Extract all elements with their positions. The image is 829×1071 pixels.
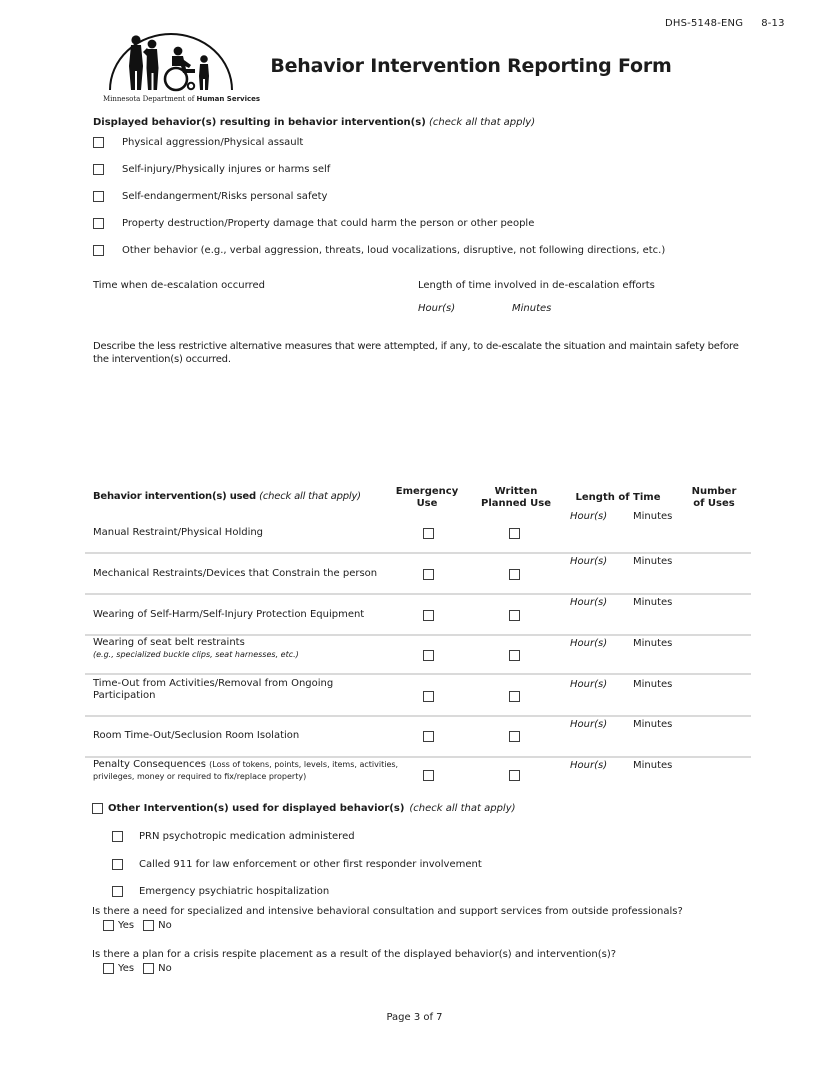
table-row-label-text: Wearing of seat belt restraints bbox=[93, 637, 245, 648]
other-intervention-row bbox=[112, 886, 329, 897]
table-heading-note: (check all that apply) bbox=[259, 491, 361, 502]
row-separator bbox=[85, 756, 751, 758]
behavior-row bbox=[93, 245, 665, 256]
other-interventions-heading-text: Other Intervention(s) used for displayed behavior(s) bbox=[108, 803, 405, 814]
other-intervention-row bbox=[112, 831, 355, 842]
row-hours-label: Hour(s) bbox=[570, 556, 608, 567]
yes-no-row bbox=[103, 963, 172, 974]
behaviors-heading bbox=[93, 117, 535, 128]
other-intervention-checkbox[interactable] bbox=[112, 831, 123, 842]
behaviors-heading-note: (check all that apply) bbox=[428, 117, 536, 128]
table-row-label-note: (e.g., specialized buckle clips, seat harnesses, etc.) bbox=[93, 650, 299, 659]
other-intervention-checkbox[interactable] bbox=[112, 886, 123, 897]
yes-label: Yes bbox=[118, 920, 135, 931]
table-row-label: Wearing of Self-Harm/Self-Injury Protection Equipment bbox=[93, 609, 365, 620]
row-hours-label: Hour(s) bbox=[570, 719, 608, 730]
row-separator bbox=[85, 552, 751, 554]
written-planned-use-checkbox[interactable] bbox=[509, 610, 520, 621]
row-separator bbox=[85, 634, 751, 636]
other-intervention-label: Emergency psychiatric hospitalization bbox=[139, 886, 330, 897]
behavior-row bbox=[93, 191, 327, 202]
row-minutes-label: Minutes bbox=[633, 556, 673, 567]
row-separator bbox=[85, 593, 751, 595]
other-intervention-checkbox[interactable] bbox=[112, 859, 123, 870]
behaviors-heading-text: Displayed behavior(s) resulting in behavior intervention(s) bbox=[93, 117, 426, 128]
page-number: Page 3 of 7 bbox=[386, 1012, 443, 1023]
behavior-label: Physical aggression/Physical assault bbox=[122, 137, 304, 148]
table-row-label: Room Time-Out/Seclusion Room Isolation bbox=[93, 730, 300, 741]
emergency-use-checkbox[interactable] bbox=[423, 610, 434, 621]
row-minutes-label: Minutes bbox=[633, 597, 673, 608]
no-checkbox[interactable] bbox=[143, 963, 154, 974]
emergency-use-checkbox[interactable] bbox=[423, 650, 434, 661]
logo-caption bbox=[103, 95, 261, 103]
written-planned-use-checkbox[interactable] bbox=[509, 528, 520, 539]
behavior-checkbox[interactable] bbox=[93, 245, 104, 256]
behavior-checkbox[interactable] bbox=[93, 191, 104, 202]
emergency-use-checkbox[interactable] bbox=[423, 691, 434, 702]
col-header-emergency-use: Emergency Use bbox=[395, 486, 459, 509]
behavior-checkbox[interactable] bbox=[93, 218, 104, 229]
no-checkbox[interactable] bbox=[143, 920, 154, 931]
row-separator bbox=[85, 673, 751, 675]
behavior-row bbox=[93, 137, 303, 148]
behavior-label: Self-endangerment/Risks personal safety bbox=[122, 191, 328, 202]
deescalation-minutes-label: Minutes bbox=[512, 303, 552, 314]
emergency-use-checkbox[interactable] bbox=[423, 569, 434, 580]
col-header-number-of-uses: Number of Uses bbox=[691, 486, 737, 509]
table-heading-text: Behavior intervention(s) used bbox=[93, 491, 256, 502]
table-row-label: Manual Restraint/Physical Holding bbox=[93, 527, 264, 538]
table-row-label bbox=[93, 759, 405, 783]
row-minutes-label: Minutes bbox=[633, 760, 673, 771]
row-minutes-label: Minutes bbox=[633, 719, 673, 730]
deescalation-length-label: Length of time involved in de-escalation efforts bbox=[418, 280, 655, 291]
written-planned-use-checkbox[interactable] bbox=[509, 569, 520, 580]
table-heading bbox=[93, 491, 393, 503]
behavior-row bbox=[93, 164, 330, 175]
question-text: Is there a plan for a crisis respite placement as a result of the displayed behavior(s) and intervention(s)? bbox=[92, 949, 617, 960]
other-intervention-row bbox=[112, 859, 482, 870]
table-row-label-text: Penalty Consequences bbox=[93, 759, 206, 770]
mdhs-logo bbox=[103, 28, 261, 103]
behavior-row bbox=[93, 218, 534, 229]
row-separator bbox=[85, 715, 751, 717]
table-row-label bbox=[93, 637, 433, 661]
page-title: Behavior Intervention Reporting Form bbox=[270, 55, 672, 77]
col-subheader-minutes: Minutes bbox=[633, 511, 673, 522]
yes-checkbox[interactable] bbox=[103, 920, 114, 931]
row-hours-label: Hour(s) bbox=[570, 638, 608, 649]
other-intervention-label: Called 911 for law enforcement or other first responder involvement bbox=[139, 859, 482, 870]
table-row-label-note: (Loss of tokens, points, levels, items, activities, privileges, money or required to fix/replace property) bbox=[93, 760, 399, 781]
emergency-use-checkbox[interactable] bbox=[423, 731, 434, 742]
deescalation-hours-label: Hour(s) bbox=[418, 303, 456, 314]
table-row-label: Time-Out from Activities/Removal from Ongoing Participation bbox=[93, 678, 334, 701]
row-hours-label: Hour(s) bbox=[570, 679, 608, 690]
yes-no-row bbox=[103, 920, 172, 931]
written-planned-use-checkbox[interactable] bbox=[509, 731, 520, 742]
other-interventions-checkbox[interactable] bbox=[92, 803, 103, 814]
mdhs-logo-icon bbox=[103, 28, 239, 94]
yes-checkbox[interactable] bbox=[103, 963, 114, 974]
behavior-label: Property destruction/Property damage that could harm the person or other people bbox=[122, 218, 535, 229]
written-planned-use-checkbox[interactable] bbox=[509, 650, 520, 661]
logo-caption-bold: Human Services bbox=[196, 95, 261, 103]
no-label: No bbox=[158, 963, 172, 974]
form-code bbox=[665, 18, 785, 29]
other-interventions-heading-note: (check all that apply) bbox=[409, 803, 516, 814]
emergency-use-checkbox[interactable] bbox=[423, 770, 434, 781]
question-text: Is there a need for specialized and intensive behavioral consultation and support services from outside professionals? bbox=[92, 906, 683, 917]
yes-label: Yes bbox=[118, 963, 135, 974]
row-hours-label: Hour(s) bbox=[570, 760, 608, 771]
behavior-label: Other behavior (e.g., verbal aggression, threats, loud vocalizations, disruptive, not following directions, etc.) bbox=[122, 245, 666, 256]
behavior-label: Self-injury/Physically injures or harms self bbox=[122, 164, 331, 175]
form-revision: 8-13 bbox=[761, 18, 785, 29]
row-minutes-label: Minutes bbox=[633, 679, 673, 690]
col-header-written-planned-use: Written Planned Use bbox=[480, 486, 552, 509]
deescalation-time-label: Time when de-escalation occurred bbox=[93, 280, 265, 291]
col-header-length-of-time: Length of Time bbox=[575, 492, 661, 503]
row-hours-label: Hour(s) bbox=[570, 597, 608, 608]
other-intervention-label: PRN psychotropic medication administered bbox=[139, 831, 355, 842]
written-planned-use-checkbox[interactable] bbox=[509, 691, 520, 702]
behavior-checkbox[interactable] bbox=[93, 164, 104, 175]
emergency-use-checkbox[interactable] bbox=[423, 528, 434, 539]
other-interventions-heading bbox=[92, 803, 516, 814]
table-row-label: Mechanical Restraints/Devices that Constrain the person bbox=[93, 568, 378, 579]
no-label: No bbox=[158, 920, 172, 931]
col-subheader-hours: Hour(s) bbox=[570, 511, 608, 522]
row-minutes-label: Minutes bbox=[633, 638, 673, 649]
behavior-checkbox[interactable] bbox=[93, 137, 104, 148]
describe-measures-text: Describe the less restrictive alternative measures that were attempted, if any, to de-escalate the situation and maintain safety before the intervention(s) occurred. bbox=[93, 341, 739, 365]
written-planned-use-checkbox[interactable] bbox=[509, 770, 520, 781]
logo-caption-prefix: Minnesota Department of bbox=[103, 95, 195, 103]
form-number: DHS-5148-ENG bbox=[665, 18, 744, 29]
